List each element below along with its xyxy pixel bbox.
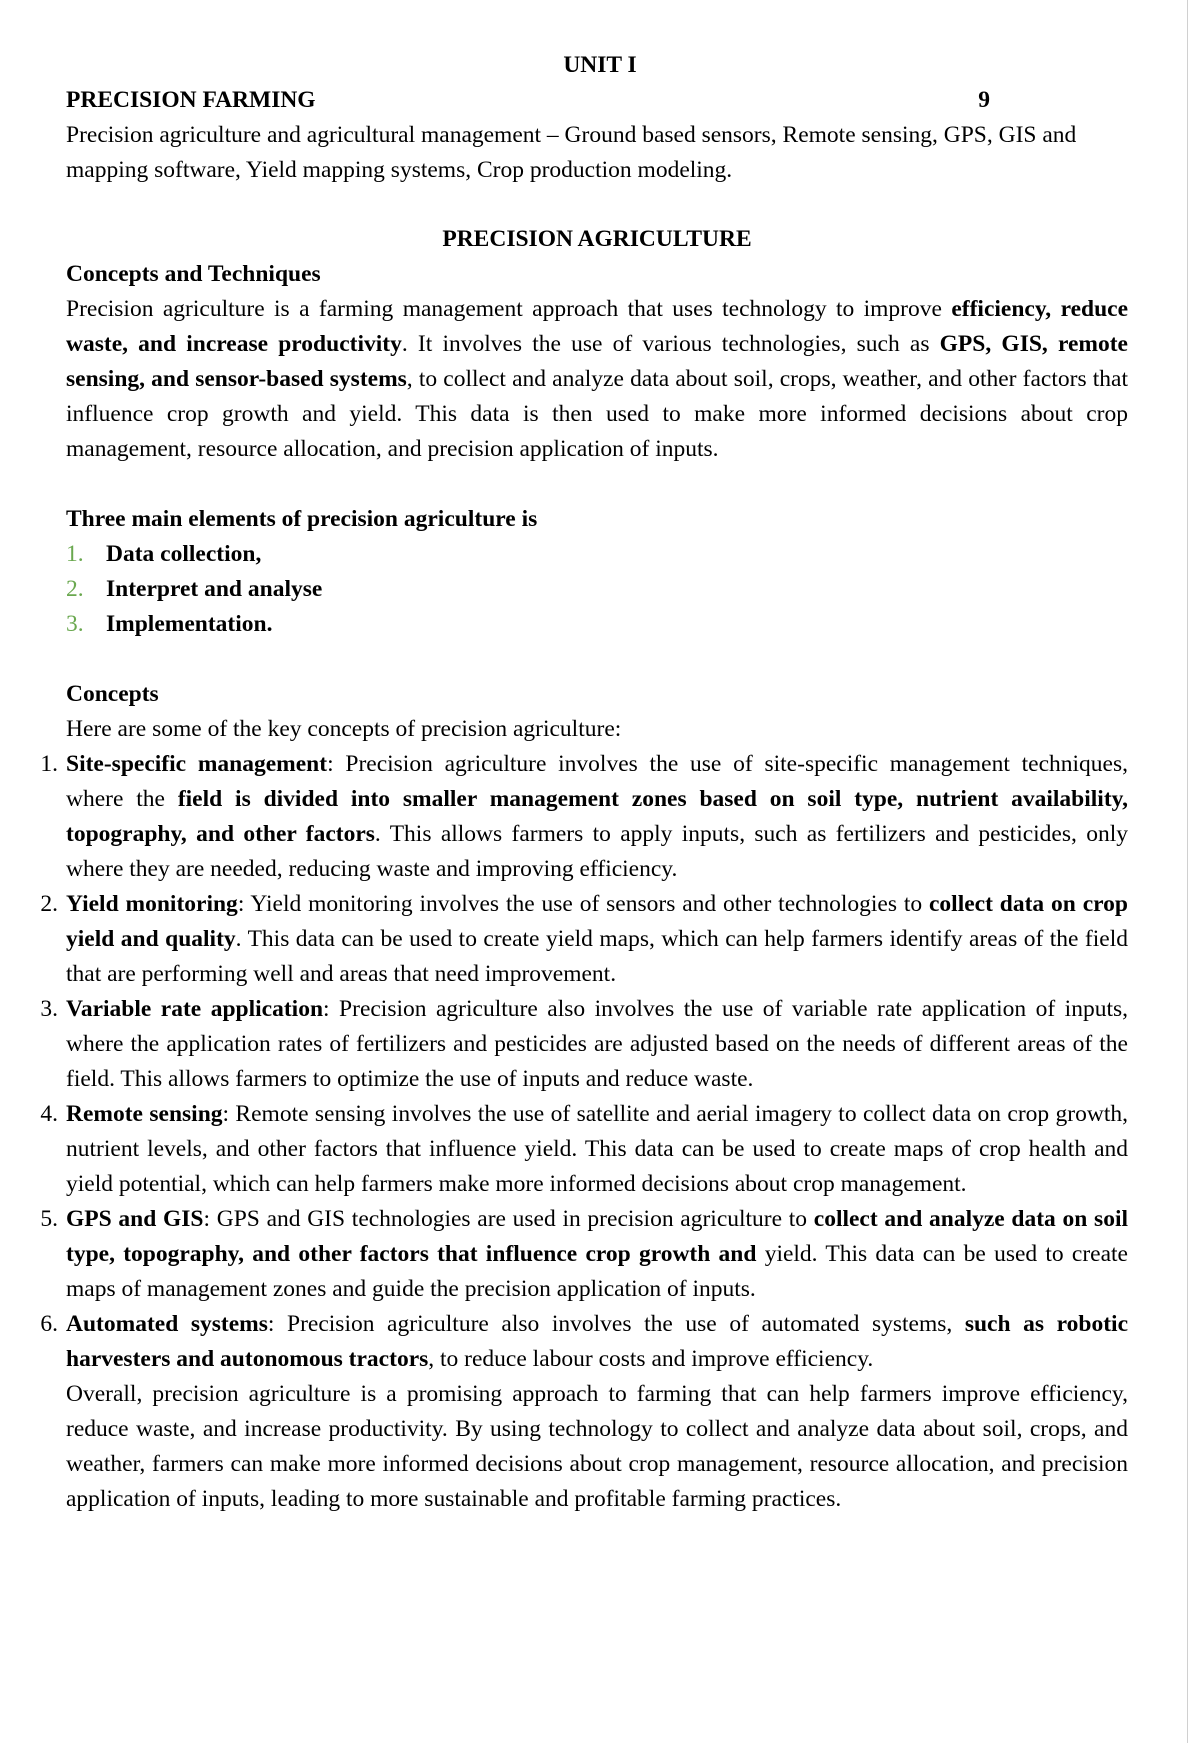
concept-bold: such as robotic harvesters and autonomous tractors xyxy=(66,1311,1128,1372)
section-title: PRECISION AGRICULTURE xyxy=(442,226,752,252)
intro-bold-2: GPS, GIS, remote sensing, and sensor-based systems xyxy=(66,331,1128,392)
concept-number: 5. xyxy=(40,1206,58,1232)
elements-list xyxy=(66,537,1128,642)
concept-text: : Remote sensing involves the use of satellite and aerial imagery to collect data on crop growth, nutrient levels, and other factors that influence yield. This data can be used to create maps of crop health and yield potential, which can help farmers make more informed decisions about crop management. xyxy=(66,1101,1128,1197)
concept-term: GPS and GIS xyxy=(66,1206,204,1232)
concept-text-end: . This allows farmers to apply inputs, such as fertilizers and pesticides, only where they are needed, reducing waste and improving efficiency. xyxy=(66,821,1128,882)
list-number: 3. xyxy=(66,611,84,637)
concept-number: 2. xyxy=(40,891,58,917)
concept-bold: field is divided into smaller management zones based on soil type, nutrient availability, topography, and other factors xyxy=(66,786,1128,847)
concepts-list-block xyxy=(40,747,1128,1517)
concept-number: 6. xyxy=(40,1311,58,1337)
unit-heading-row xyxy=(66,83,1128,118)
list-text: Interpret and analyse xyxy=(106,576,323,602)
concept-text-end: , to reduce labour costs and improve efficiency. xyxy=(428,1346,874,1372)
elements-heading: Three main elements of precision agriculture is xyxy=(66,506,538,532)
list-item xyxy=(66,537,1128,572)
concepts-list xyxy=(40,747,1128,1377)
concept-number: 4. xyxy=(40,1101,58,1127)
concept-item xyxy=(40,992,1128,1097)
intro-text-2: . It involves the use of various technologies, such as xyxy=(401,331,940,357)
intro-text-1: Precision agriculture is a farming management approach that uses technology to improve xyxy=(66,296,952,322)
concept-text: : Yield monitoring involves the use of sensors and other technologies to xyxy=(237,891,929,917)
concept-bold: collect and analyze data on soil type, topography, and other factors that influence crop growth and xyxy=(66,1206,1128,1267)
concept-term: Remote sensing xyxy=(66,1101,223,1127)
concept-text: : GPS and GIS technologies are used in precision agriculture to xyxy=(203,1206,814,1232)
list-text: Data collection, xyxy=(106,541,262,567)
intro-paragraph xyxy=(66,292,1128,467)
concept-term: Variable rate application xyxy=(66,996,324,1022)
section-subheading: Concepts and Techniques xyxy=(66,261,321,287)
unit-heading: PRECISION FARMING xyxy=(66,87,316,113)
concept-item xyxy=(40,1307,1128,1377)
unit-title: UNIT I xyxy=(563,52,637,78)
elements-list-block xyxy=(66,537,1128,642)
concepts-lead: Here are some of the key concepts of precision agriculture: xyxy=(66,716,622,742)
intro-text-3: , to collect and analyze data about soil, crops, weather, and other factors that influence crop growth and yield. This data is then used to make more informed decisions about crop management, resource allocation, and precision application of inputs. xyxy=(66,366,1129,462)
concepts-heading: Concepts xyxy=(66,681,159,707)
concept-term: Automated systems xyxy=(66,1311,268,1337)
syllabus-text: Precision agriculture and agricultural management – Ground based sensors, Remote sensing, GPS, GIS and mapping software, Yield mapping systems, Crop production modeling. xyxy=(66,122,1077,183)
concept-item xyxy=(40,1202,1128,1307)
list-number: 1. xyxy=(66,541,84,567)
concept-term: Yield monitoring xyxy=(66,891,238,917)
concept-text: : Precision agriculture also involves the use of automated systems, xyxy=(267,1311,965,1337)
concept-text: : Precision agriculture also involves the use of variable rate application of inputs, where the application rates of fertilizers and pesticides are adjusted based on the needs of different areas of the field. This allows farmers to optimize the use of inputs and reduce waste. xyxy=(66,996,1128,1092)
list-item xyxy=(66,572,1128,607)
concept-item xyxy=(40,887,1128,992)
unit-hours: 9 xyxy=(978,87,990,113)
concept-text-end: . This data can be used to create yield maps, which can help farmers identify areas of the field that are performing well and areas that need improvement. xyxy=(66,926,1128,987)
concept-text-end: yield. This data can be used to create maps of management zones and guide the precision application of inputs. xyxy=(66,1241,1128,1302)
concept-text: : Precision agriculture involves the use of site-specific management techniques, where the xyxy=(66,751,1128,812)
concept-item xyxy=(40,1097,1128,1202)
conclusion-paragraph: Overall, precision agriculture is a promising approach to farming that can help farmers improve efficiency, reduce waste, and increase productivity. By using technology to collect and analyze data about soil, crops, and weather, farmers can make more informed decisions about crop management, resource allocation, and precision application of inputs, leading to more sustainable and profitable farming practices. xyxy=(66,1381,1128,1512)
list-item xyxy=(66,607,1128,642)
concept-term: Site-specific management xyxy=(66,751,328,777)
concept-bold: collect data on crop yield and quality xyxy=(66,891,1128,952)
concept-number: 1. xyxy=(40,751,58,777)
list-text: Implementation. xyxy=(106,611,273,637)
list-number: 2. xyxy=(66,576,84,602)
concept-item xyxy=(40,747,1128,887)
concept-number: 3. xyxy=(40,996,58,1022)
page-edge xyxy=(1187,0,1188,1743)
intro-bold-1: efficiency, reduce waste, and increase productivity xyxy=(66,296,1129,357)
